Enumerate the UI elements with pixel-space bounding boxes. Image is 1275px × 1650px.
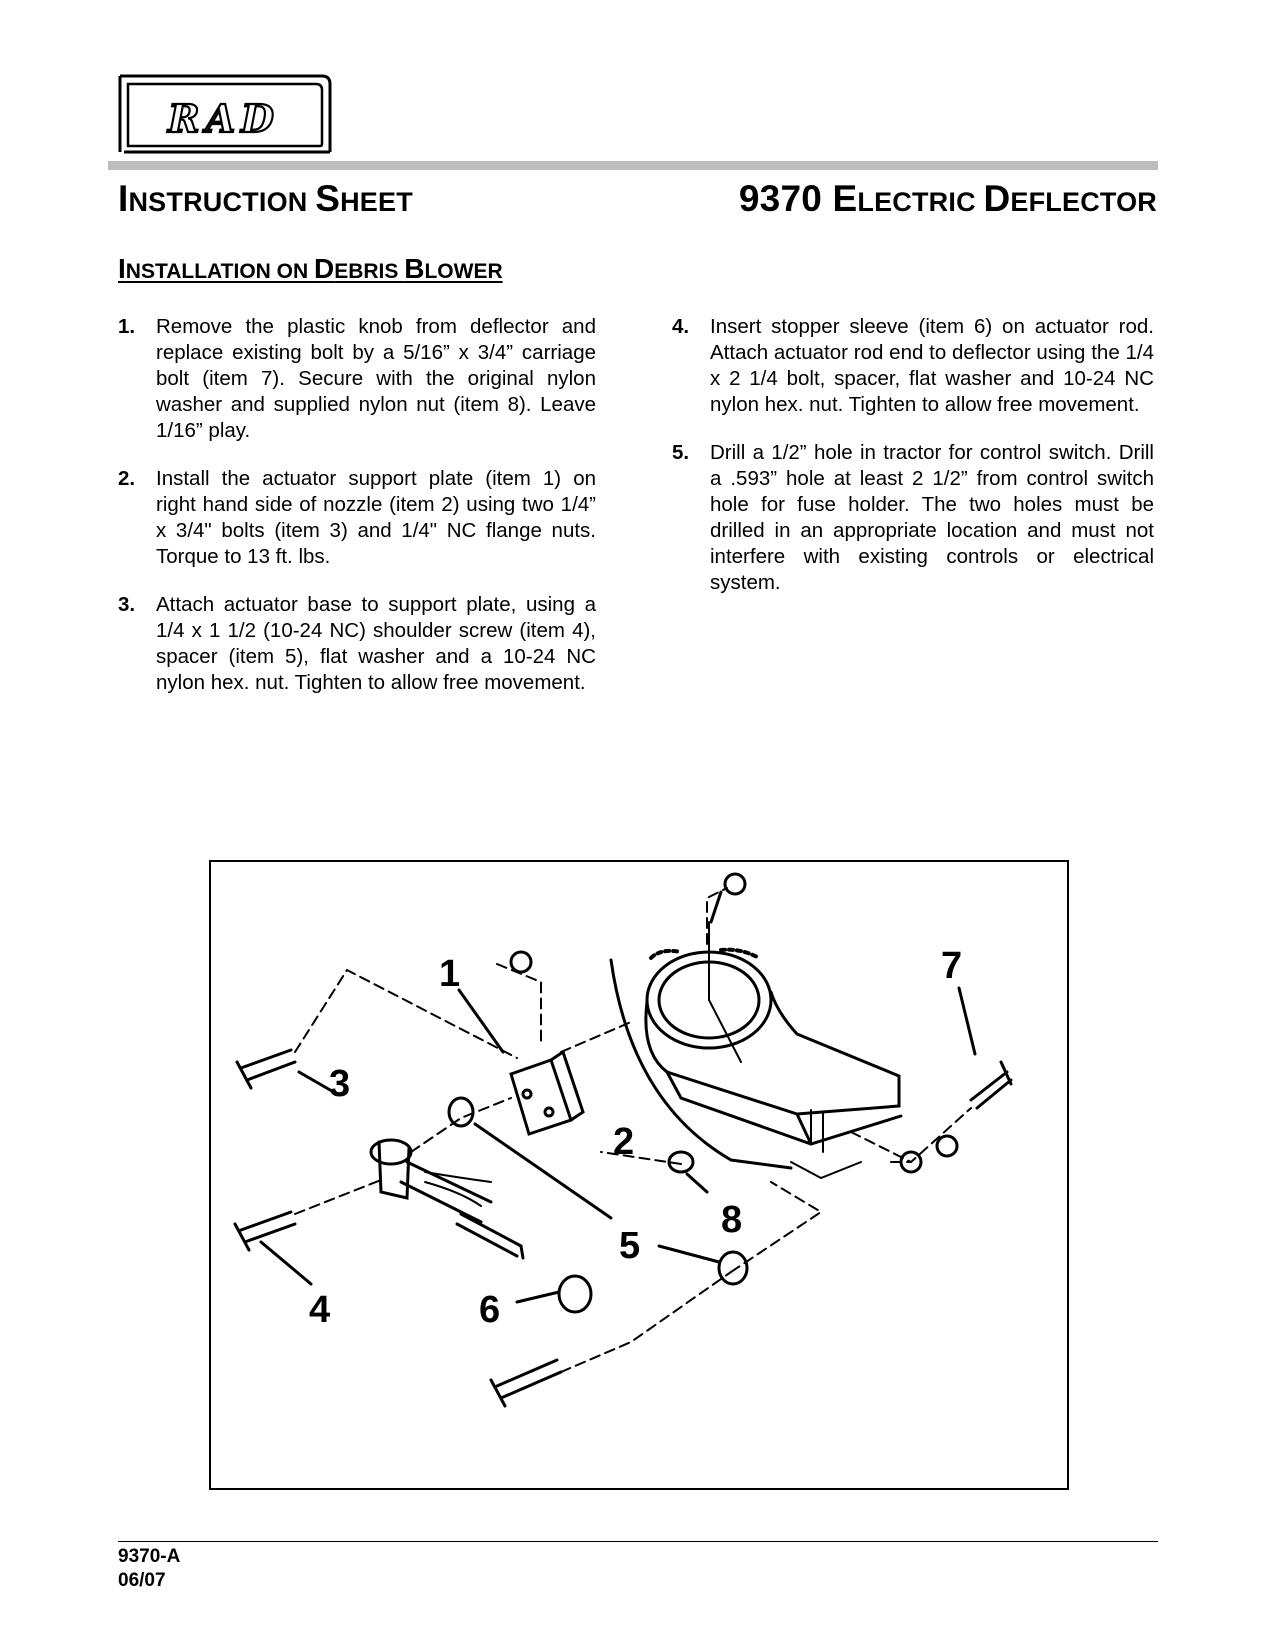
step-text: Attach actuator base to support plate, using a 1/4 x 1 1/2 (10-24 NC) shoulder screw (item 4), spacer (item 5), flat washer and a 10-24 NC nylon hex. nut. Tighten to allow free movement. xyxy=(156,593,596,694)
header-rule xyxy=(108,161,1158,170)
flange-nut xyxy=(511,952,531,972)
callout-5: 5 xyxy=(619,1225,641,1267)
callout-7: 7 xyxy=(941,945,963,987)
actuator-drawing xyxy=(371,1140,523,1258)
top-nut xyxy=(725,874,745,894)
support-plate-drawing xyxy=(511,1052,583,1134)
logo-text: RAD xyxy=(167,96,281,141)
step-item xyxy=(118,592,596,696)
rad-logo xyxy=(116,74,334,154)
step-text: Drill a 1/2” hole in tractor for control switch. Drill a .593” hole at least 2 1/2” from control switch hole for fuse holder. The two holes must be drilled in an appropriate location and must not interfere with existing controls or electrical system. xyxy=(710,441,1154,594)
callout-4: 4 xyxy=(309,1289,331,1331)
sleeve-item-6 xyxy=(559,1276,591,1312)
callout-3: 3 xyxy=(329,1063,351,1105)
step-text: Install the actuator support plate (item 1) on right hand side of nozzle (item 2) using two 1/4” x 3/4" bolts (item 3) and 1/4" NC flange nuts. Torque to 13 ft. lbs. xyxy=(156,467,596,568)
nozzle-drawing xyxy=(611,922,901,1178)
step-number: 4. xyxy=(672,315,690,338)
side-washer xyxy=(937,1136,957,1156)
step-number: 5. xyxy=(672,441,690,464)
footer xyxy=(118,1545,180,1593)
bolt-item-7 xyxy=(971,1062,1011,1108)
step-number: 2. xyxy=(118,467,136,490)
label-leaders xyxy=(261,892,975,1302)
document-type-title: INSTRUCTION SHEET xyxy=(118,178,413,219)
spacer-item-5-upper xyxy=(449,1098,473,1126)
bolt-rod-end xyxy=(491,1360,561,1406)
step-item xyxy=(672,314,1154,418)
callout-6: 6 xyxy=(479,1289,501,1331)
step-item xyxy=(118,314,596,444)
product-title: 9370 ELECTRIC DEFLECTOR xyxy=(738,178,1157,219)
steps-column-left xyxy=(118,314,596,718)
step-text: Remove the plastic knob from deflector and replace existing bolt by a 5/16” x 3/4” carriage bolt (item 7). Secure with the original nylon washer and supplied nylon nut (item 8). Leave 1/16” play. xyxy=(156,315,596,442)
footer-rule xyxy=(118,1541,1158,1542)
callout-1: 1 xyxy=(439,953,461,995)
step-item xyxy=(118,466,596,570)
steps-column-right xyxy=(672,314,1154,618)
section-title: INSTALLATION ON DEBRIS BLOWER xyxy=(118,253,503,284)
step-text: Insert stopper sleeve (item 6) on actuator rod. Attach actuator rod end to deflector using the 1/4 x 2 1/4 bolt, spacer, flat washer and 10-24 NC nylon hex. nut. Tighten to allow free movement. xyxy=(710,315,1154,416)
doc-code: 9370-A xyxy=(118,1546,181,1567)
doc-date: 06/07 xyxy=(118,1570,166,1591)
step-number: 1. xyxy=(118,315,136,338)
exploded-assembly-diagram xyxy=(209,860,1069,1490)
callout-2: 2 xyxy=(613,1121,635,1163)
callout-8: 8 xyxy=(721,1199,743,1241)
step-item xyxy=(672,440,1154,596)
spacer-item-5-lower xyxy=(719,1252,747,1284)
step-number: 3. xyxy=(118,593,136,616)
bolt-item-3 xyxy=(237,1050,295,1088)
